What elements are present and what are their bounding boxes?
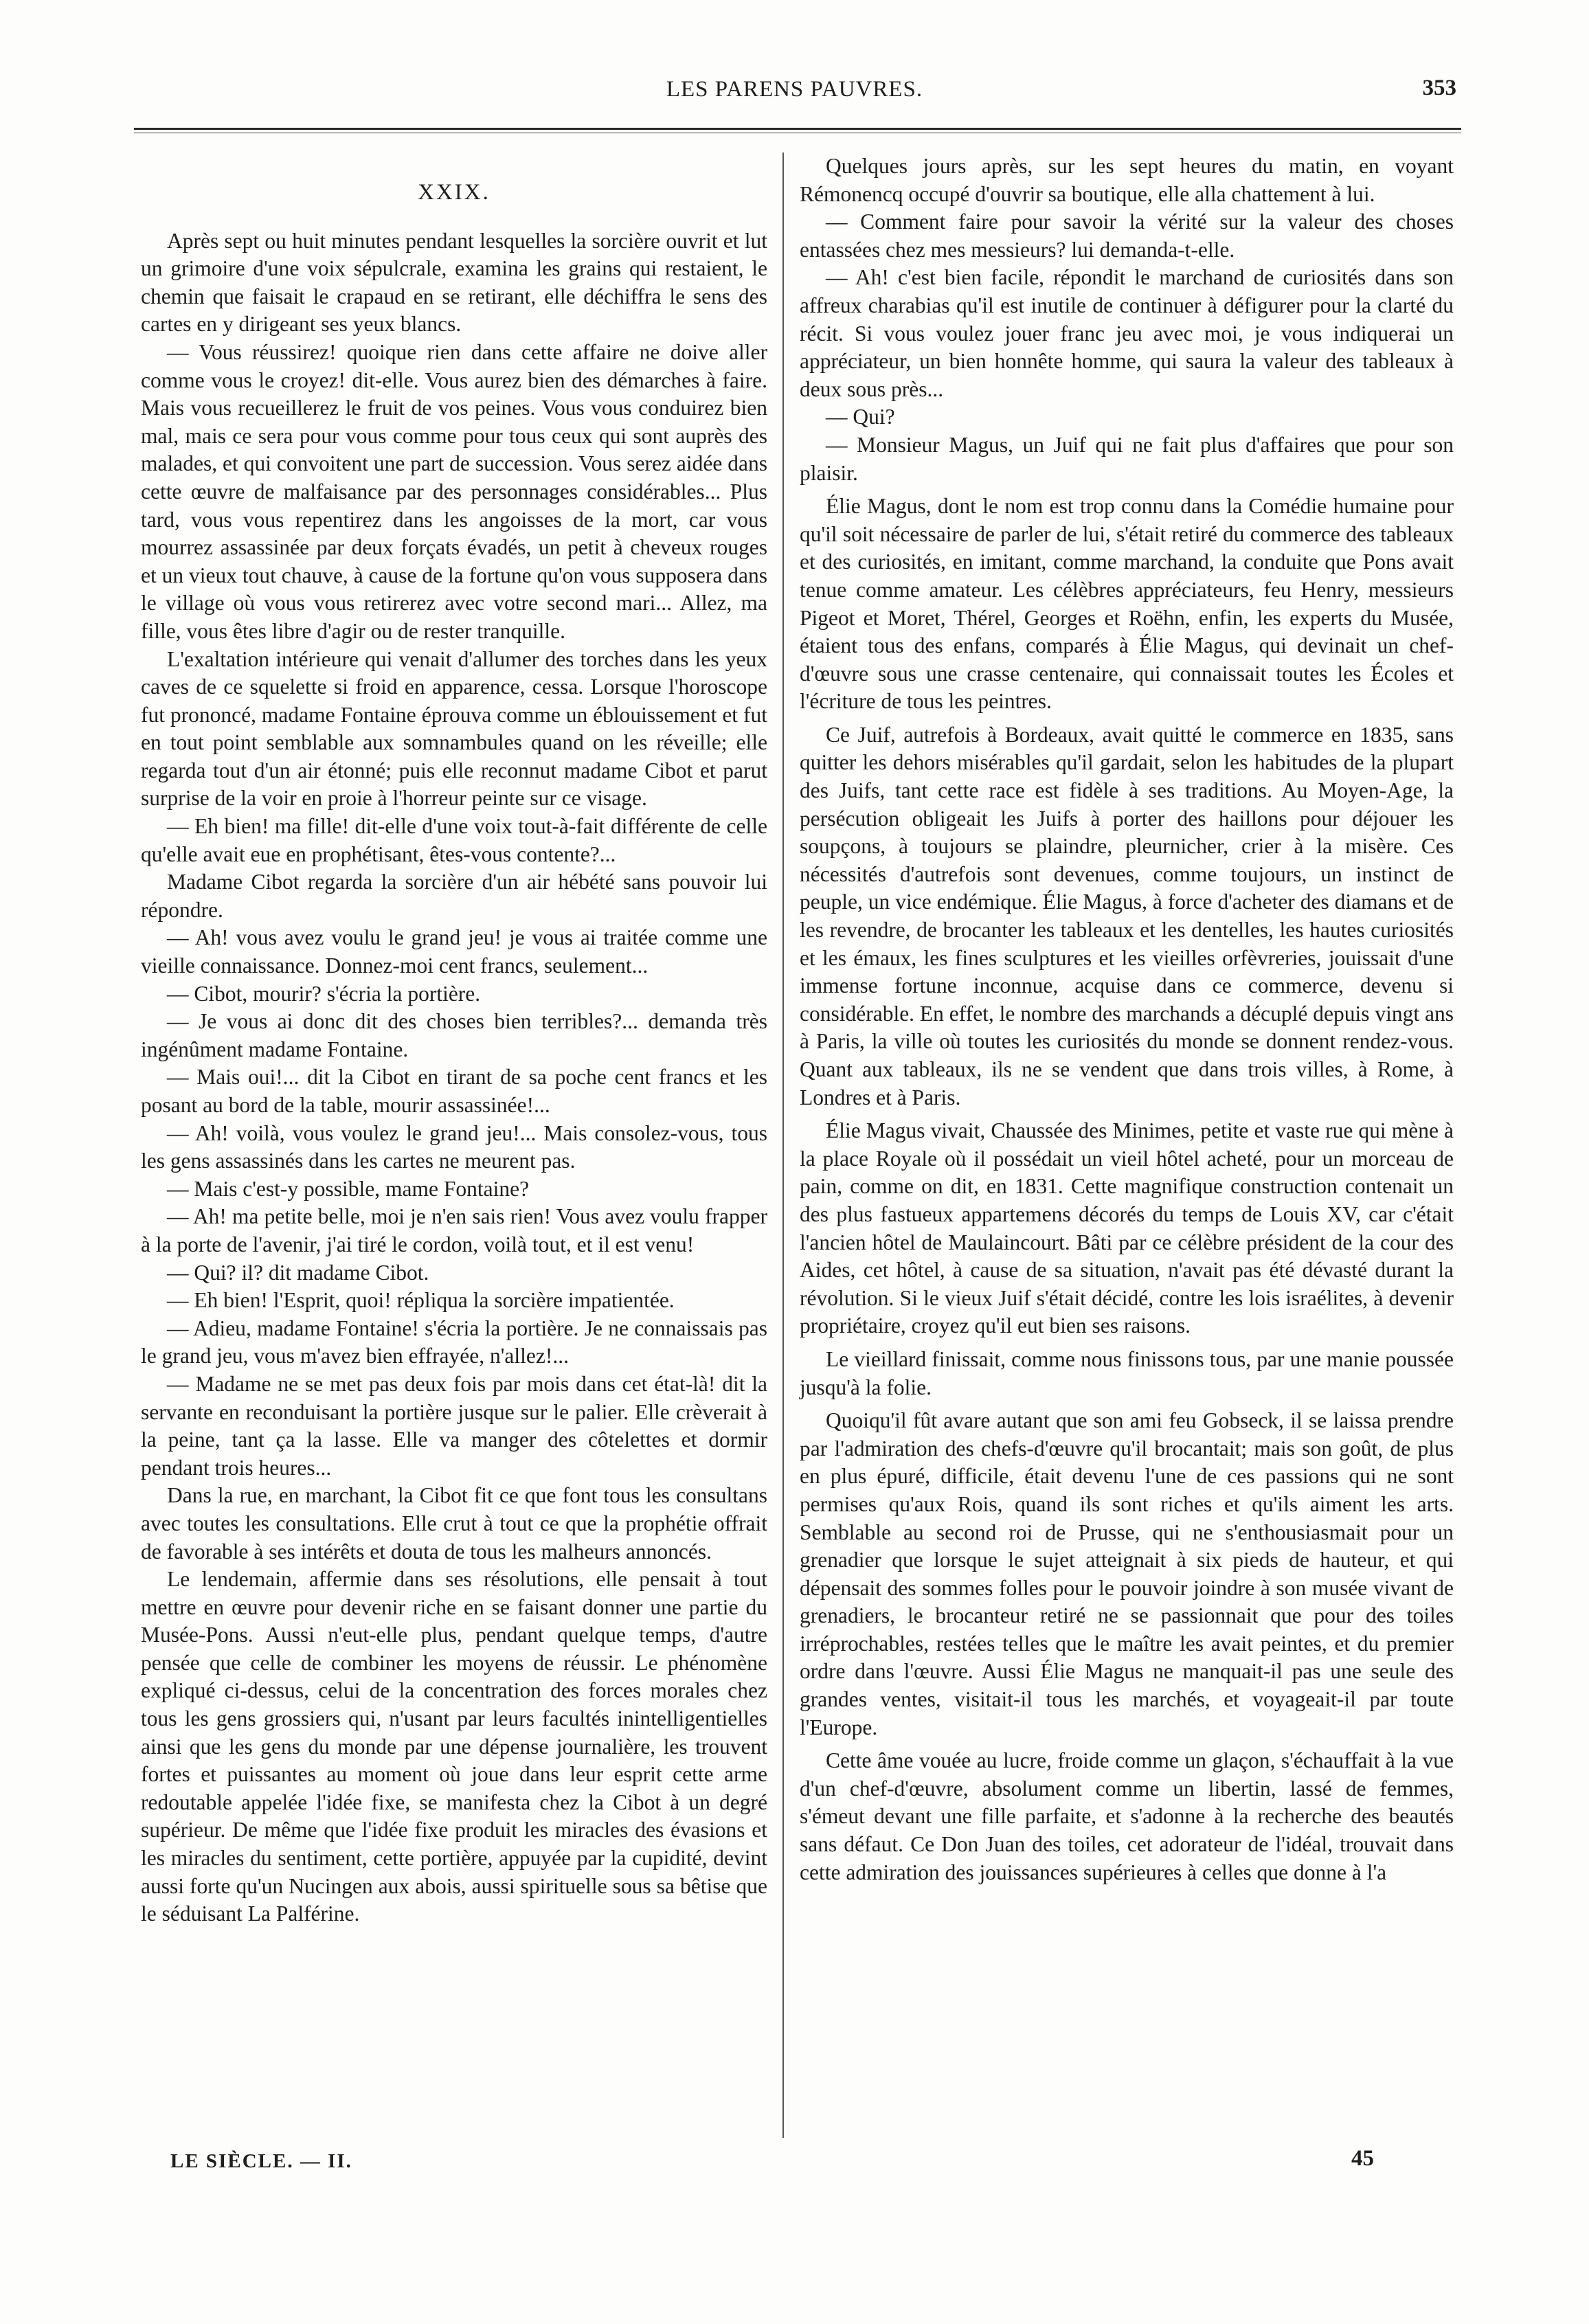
paragraph: — Ah! c'est bien facile, répondit le marchand de curiosités dans son affreux charabias qu'il est inutile de continuer à défigurer pour la clarté du récit. Si vous voulez jouer franc jeu avec moi, je vous indiquerai un appréciateur, un bien honnête homme, qui saura la valeur des tableaux à deux sous près... — [800, 265, 1454, 401]
paragraph: — Madame ne se met pas deux fois par mois dans cet état-là! dit la servante en reconduisant la portière jusque sur le palier. Elle crèverait à la peine, tant ça la lasse. Elle va manger des côtelettes et dormir pendant trois heures... — [141, 1371, 767, 1480]
paragraph: Élie Magus vivait, Chaussée des Minimes, petite et vaste rue qui mène à la place Royale où il possédait un vieil hôtel acheté, pour un morceau de pain, comme on dit, en 1831. Cette magnifique construction contenait un des plus fastueux appartemens décorés du temps de Louis XV, car c'était l'ancien hôtel de Maulaincourt. Bâti par ce célèbre président de la cour des Aides, cet hôtel, à cause de sa situation, n'avait pas été dévasté durant la révolution. Si le vieux Juif s'était décidé, contre les lois israélites, à devenir propriétaire, croyez qu'il eut bien ses raisons. — [800, 1118, 1454, 1338]
paragraph: — Eh bien! l'Esprit, quoi! répliqua la sorcière impatientée. — [167, 1288, 675, 1313]
column-divider — [782, 153, 784, 2138]
footer-publication: LE SIÈCLE. — II. — [170, 2150, 352, 2172]
paragraph: Quoiqu'il fût avare autant que son ami feu Gobseck, il se laissa prendre par l'admiration des chefs-d'œuvre qu'il brocantait; mais son goût, de plus en plus épuré, difficile, était devenu l'une de ces passions qui ne sont permises qu'aux Rois, quand ils sont riches et qu'ils aiment les arts. Semblable au second roi de Prusse, qui ne s'enthousiasmait pour un grenadier que lorsque le sujet atteignait à six pieds de hauteur, et qui dépensait des sommes folles pour le pouvoir joindre à son musée vivant de grenadiers, le brocanteur retiré ne se passionnait que pour des toiles irréprochables, restées telles que le maître les avait peintes, et du premier ordre dans l'œuvre. Aussi Élie Magus ne manquait-il pas une seule des grandes ventes, visitait-il tous les marchés, et voyageait-il par toute l'Europe. — [800, 1408, 1454, 1739]
paragraph: Dans la rue, en marchant, la Cibot fit ce que font tous les consultans avec toutes les consultations. Elle crut à tout ce que la prophétie offrait de favorable à ses intérêts et douta de tous les malheurs annoncés. — [141, 1483, 767, 1564]
paragraph: — Qui? il? dit madame Cibot. — [167, 1260, 429, 1285]
paragraph: — Eh bien! ma fille! dit-elle d'une voix tout-à-fait différente de celle qu'elle avait eue en prophétisant, êtes-vous contente?... — [141, 814, 767, 866]
paragraph: Madame Cibot regarda la sorcière d'un air hébété sans pouvoir lui répondre. — [141, 870, 767, 922]
footer-sheet-number: 45 — [1351, 2146, 1374, 2171]
paragraph: Quelques jours après, sur les sept heures du matin, en voyant Rémonencq occupé d'ouvrir sa boutique, elle alla chattement à lui. — [800, 154, 1454, 206]
paragraph: — Qui? — [826, 405, 895, 429]
paragraph: Ce Juif, autrefois à Bordeaux, avait quitté le commerce en 1835, sans quitter les dehors misérables qu'il gardait, selon les habitudes de la plupart des Juifs, tant cette race est fidèle à ses traditions. Au Moyen-Age, la persécution obligeait les Juifs à porter des haillons pour déjouer les soupçons, à toujours se plaindre, pleurnicher, crier à la misère. Ces nécessités d'autrefois sont devenues, comme toujours, un instinct de peuple, un vice endémique. Élie Magus, à force d'acheter des diamans et de les revendre, de brocanter les tableaux et les dentelles, les hautes curiosités et les émaux, les fines sculptures et les vieilles orfèvreries, jouissait d'une immense fortune inconnue, acquise dans ce commerce, devenu si considérable. En effet, le nombre des marchands a décuplé depuis vingt ans à Paris, la ville où toutes les curiosités du monde se donnent rendez-vous. Quant aux tableaux, ils ne se vendent que dans trois villes, à Rome, à Londres et à Paris. — [800, 722, 1454, 1109]
paragraph: Après sept ou huit minutes pendant lesquelles la sorcière ouvrit et lut un grimoire d'une voix sépulcrale, examina les grains qui restaient, le chemin que faisait le crapaud en se retirant, elle déchiffra le sens des cartes en y dirigeant ses yeux blancs. — [141, 228, 767, 337]
paragraph: — Monsieur Magus, un Juif qui ne fait plus d'affaires que pour son plaisir. — [800, 432, 1454, 485]
left-column — [141, 153, 767, 1928]
paragraph: — Adieu, madame Fontaine! s'écria la portière. Je ne connaissais pas le grand jeu, vous m'avez bien effrayée, n'allez!... — [141, 1316, 767, 1368]
right-column — [800, 153, 1454, 1886]
paragraph: — Ah! ma petite belle, moi je n'en sais rien! Vous avez voulu frapper à la porte de l'avenir, j'ai tiré le cordon, voilà tout, et il est venu! — [141, 1204, 767, 1256]
paragraph: — Je vous ai donc dit des choses bien terribles?... demanda très ingénûment madame Fontaine. — [141, 1009, 767, 1061]
chapter-heading: XXIX. — [418, 180, 491, 205]
paragraph: — Mais oui!... dit la Cibot en tirant de sa poche cent francs et les posant au bord de la table, mourir assassinée!... — [141, 1065, 767, 1117]
paragraph: Cette âme vouée au lucre, froide comme un glaçon, s'échauffait à la vue d'un chef-d'œuvre, absolument comme un libertin, lassé de femmes, s'émeut devant une fille parfaite, et s'adonne à la recherche des beautés sans défaut. Ce Don Juan des toiles, cet adorateur de l'idéal, trouvait dans cette admiration des jouissances supérieures à celles que donne à l'a — [800, 1748, 1454, 1884]
running-title: LES PARENS PAUVRES. — [666, 77, 923, 102]
paragraph: Élie Magus, dont le nom est trop connu dans la Comédie humaine pour qu'il soit nécessaire de parler de lui, s'était retiré du commerce des tableaux et des curiosités, en imitant, comme marchand, la conduite que Pons avait tenue comme amateur. Les célèbres appréciateurs, feu Henry, messieurs Pigeot et Moret, Thérel, Georges et Roëhn, enfin, les experts du Musée, étaient tous des enfans, comparés à Élie Magus, qui devinait un chef-d'œuvre sous une crasse centenaire, qui connaissait toutes les Écoles et l'écriture de tous les peintres. — [800, 494, 1454, 714]
paragraph: Le lendemain, affermie dans ses résolutions, elle pensait à tout mettre en œuvre pour devenir riche en se faisant donner une partie du Musée-Pons. Aussi n'eut-elle plus, pendant quelque temps, d'autre pensée que celle de combiner les moyens de réussir. Le phénomène expliqué ci-dessus, celui de la concentration des forces morales chez tous les gens grossiers qui, n'usant par leurs facultés inintelligentielles ainsi que les gens du monde par une dépense journalière, les trouvent fortes et puissantes au moment où joue dans leur esprit cette arme redoutable appelée l'idée fixe, se manifesta chez la Cibot à un degré supérieur. De même que l'idée fixe produit les miracles des évasions et les miracles du sentiment, cette portière, appuyée par la cupidité, devint aussi forte qu'un Nucingen aux abois, aussi spirituelle sous sa bêtise que le séduisant La Palférine. — [141, 1567, 767, 1926]
header-rule — [134, 128, 1461, 130]
paragraph: — Ah! voilà, vous voulez le grand jeu!... Mais consolez-vous, tous les gens assassinés dans les cartes ne meurent pas. — [141, 1120, 767, 1173]
paragraph: — Comment faire pour savoir la vérité sur la valeur des choses entassées chez mes messieurs? lui demanda-t-elle. — [800, 210, 1454, 262]
paragraph: — Mais c'est-y possible, mame Fontaine? — [167, 1176, 530, 1201]
paragraph: — Ah! vous avez voulu le grand jeu! je vous ai traitée comme une vieille connaissance. Donnez-moi cent francs, seulement... — [141, 925, 767, 978]
paragraph: — Vous réussirez! quoique rien dans cette affaire ne doive aller comme vous le croyez! dit-elle. Vous aurez bien des démarches à faire. Mais vous recueillerez le fruit de vos peines. Vous vous conduirez bien mal, mais ce sera pour vous comme pour tous ceux qui sont auprès des malades, et qui convoitent une part de succession. Vous serez aidée dans cette œuvre de malfaisance par des personnages considérables... Plus tard, vous vous repentirez dans les angoisses de la mort, car vous mourrez assassinée par deux forçats évadés, un petit à cheveux rouges et un vieux tout chauve, à cause de la fortune qu'on vous supposera dans le village où vous vous retirerez avec votre second mari... Allez, ma fille, vous êtes libre d'agir ou de rester tranquille. — [141, 339, 767, 643]
page-number: 353 — [1422, 76, 1456, 100]
paragraph: L'exaltation intérieure qui venait d'allumer des torches dans les yeux caves de ce squelette si froid en apparence, cessa. Lorsque l'horoscope fut prononcé, madame Fontaine éprouva comme un éblouissement et fut en tout point semblable aux somnambules quand on les réveille; elle regarda tout d'un air étonné; puis elle reconnut madame Cibot et parut surprise de la voir en proie à l'horreur peinte sur ce visage. — [141, 646, 767, 811]
paragraph: Le vieillard finissait, comme nous finissons tous, par une manie poussée jusqu'à la folie. — [800, 1346, 1454, 1399]
paragraph: — Cibot, mourir? s'écria la portière. — [167, 981, 481, 1006]
